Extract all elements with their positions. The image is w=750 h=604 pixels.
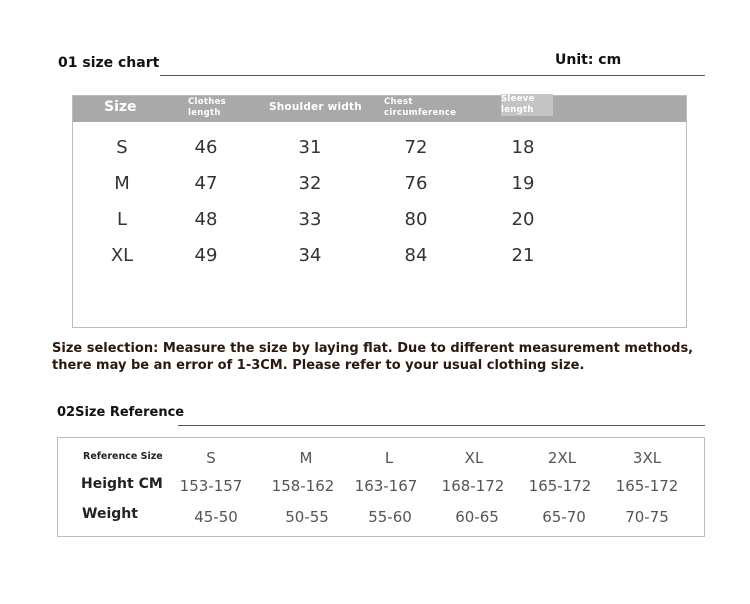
ref-weight: 50-55 (285, 508, 329, 526)
cell-chest: 76 (404, 173, 428, 194)
cell-chest: 84 (404, 245, 428, 266)
cell-clothes-length: 46 (194, 137, 218, 158)
ref-size: XL (464, 449, 484, 467)
header-chest-circumference: Chest circumference (384, 97, 457, 118)
cell-shoulder-width: 31 (298, 137, 322, 158)
cell-chest: 72 (404, 137, 428, 158)
ref-height: 158-162 (271, 477, 335, 495)
ref-height: 168-172 (441, 477, 505, 495)
size-reference-title: 02Size Reference (57, 405, 185, 420)
ref-weight: 60-65 (455, 508, 499, 526)
ref-weight: 45-50 (194, 508, 238, 526)
cell-sleeve: 21 (511, 245, 535, 266)
cell-size: S (116, 137, 128, 158)
ref-height: 165-172 (528, 477, 592, 495)
ref-size: L (384, 449, 394, 467)
ref-weight: 55-60 (368, 508, 412, 526)
ref-height: 165-172 (615, 477, 679, 495)
label-weight: Weight (82, 506, 138, 522)
unit-label: Unit: cm (555, 52, 622, 68)
cell-size: XL (110, 245, 134, 266)
label-height: Height CM (81, 476, 163, 492)
label-reference-size: Reference Size (83, 451, 163, 462)
section-divider (178, 425, 705, 426)
size-chart-header (73, 96, 686, 122)
ref-size: M (299, 449, 313, 467)
cell-shoulder-width: 34 (298, 245, 322, 266)
ref-weight: 65-70 (542, 508, 586, 526)
header-sleeve-length: Sleeve length (501, 94, 553, 116)
cell-clothes-length: 49 (194, 245, 218, 266)
size-selection-note: Size selection: Measure the size by laying flat. Due to different measurement methods, there may be an error of 1-3CM. Please refer to your usual clothing size. (52, 341, 694, 373)
cell-size: M (114, 173, 130, 194)
cell-chest: 80 (404, 209, 428, 230)
ref-height: 153-157 (179, 477, 243, 495)
cell-size: L (116, 209, 128, 230)
header-clothes-length: Clothes length (188, 97, 227, 118)
cell-shoulder-width: 33 (298, 209, 322, 230)
ref-weight: 70-75 (625, 508, 669, 526)
header-size: Size (104, 99, 137, 115)
ref-size: 2XL (547, 449, 577, 467)
cell-clothes-length: 48 (194, 209, 218, 230)
ref-size: 3XL (632, 449, 662, 467)
ref-height: 163-167 (354, 477, 418, 495)
header-shoulder-width: Shoulder width (269, 101, 362, 113)
cell-sleeve: 19 (511, 173, 535, 194)
cell-clothes-length: 47 (194, 173, 218, 194)
size-chart-table (72, 95, 687, 328)
size-chart-title: 01 size chart (58, 55, 160, 71)
cell-shoulder-width: 32 (298, 173, 322, 194)
section-divider (160, 75, 705, 76)
cell-sleeve: 18 (511, 137, 535, 158)
ref-size: S (206, 449, 216, 467)
cell-sleeve: 20 (511, 209, 535, 230)
